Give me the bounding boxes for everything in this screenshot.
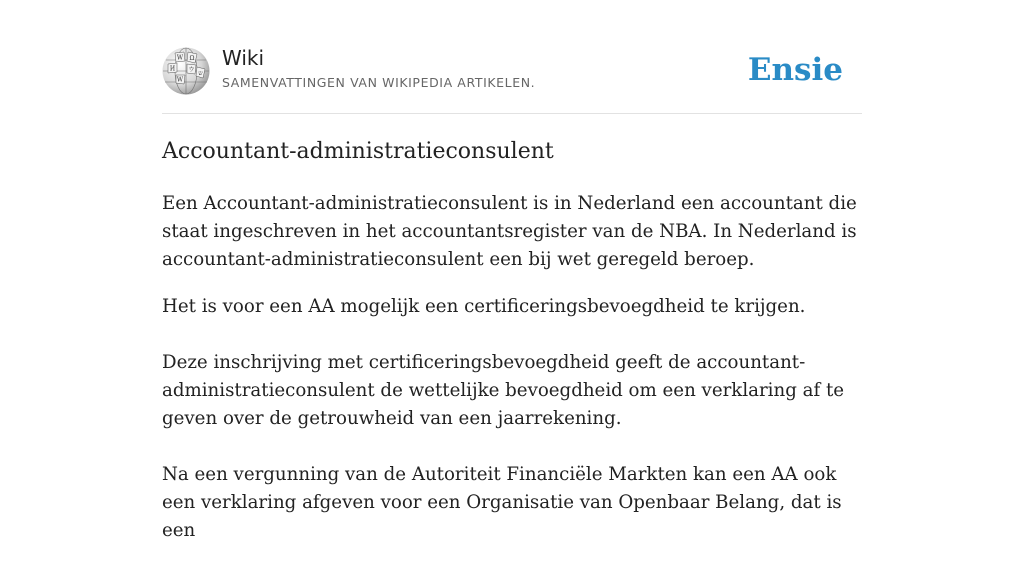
svg-text:W: W bbox=[176, 54, 184, 62]
wikipedia-globe-icon[interactable] bbox=[162, 47, 210, 95]
svg-text:И: И bbox=[169, 65, 176, 73]
article-paragraph: Deze inschrijving met certificeringsbevoegdheid geeft de accountant-administratieconsulent de wettelijke bevoegdheid om een verklaring af te geven over de getrouwheid van een jaarrekening. bbox=[162, 352, 845, 429]
ensie-brand-link[interactable]: Ensie bbox=[747, 52, 843, 88]
page bbox=[162, 0, 862, 541]
site-name[interactable]: Wiki bbox=[222, 46, 265, 70]
site-tagline: SAMENVATTINGEN VAN WIKIPEDIA ARTIKELEN. bbox=[222, 75, 536, 90]
article-paragraph: Een Accountant-administratieconsulent is in Nederland een accountant die staat ingeschreven in het accountantsregister van de NBA. In Nederland is accountant-administratieconsulent een bij wet geregeld beroep. bbox=[162, 193, 857, 270]
article-title: Accountant-administratieconsulent bbox=[162, 139, 554, 164]
article-paragraph: Het is voor een AA mogelijk een certificeringsbevoegdheid te krijgen. bbox=[162, 296, 806, 317]
article-body bbox=[162, 190, 862, 564]
svg-text:W: W bbox=[176, 76, 184, 84]
article-paragraph: Na een vergunning van de Autoriteit Financiële Markten kan een AA ook een verklaring afgeven voor een Organisatie van Openbaar Belang, dat is een bbox=[162, 464, 842, 541]
svg-text:Ω: Ω bbox=[189, 55, 195, 62]
site-header bbox=[162, 0, 862, 114]
svg-text:ש: ש bbox=[198, 70, 203, 77]
svg-text:ウ: ウ bbox=[188, 66, 195, 74]
